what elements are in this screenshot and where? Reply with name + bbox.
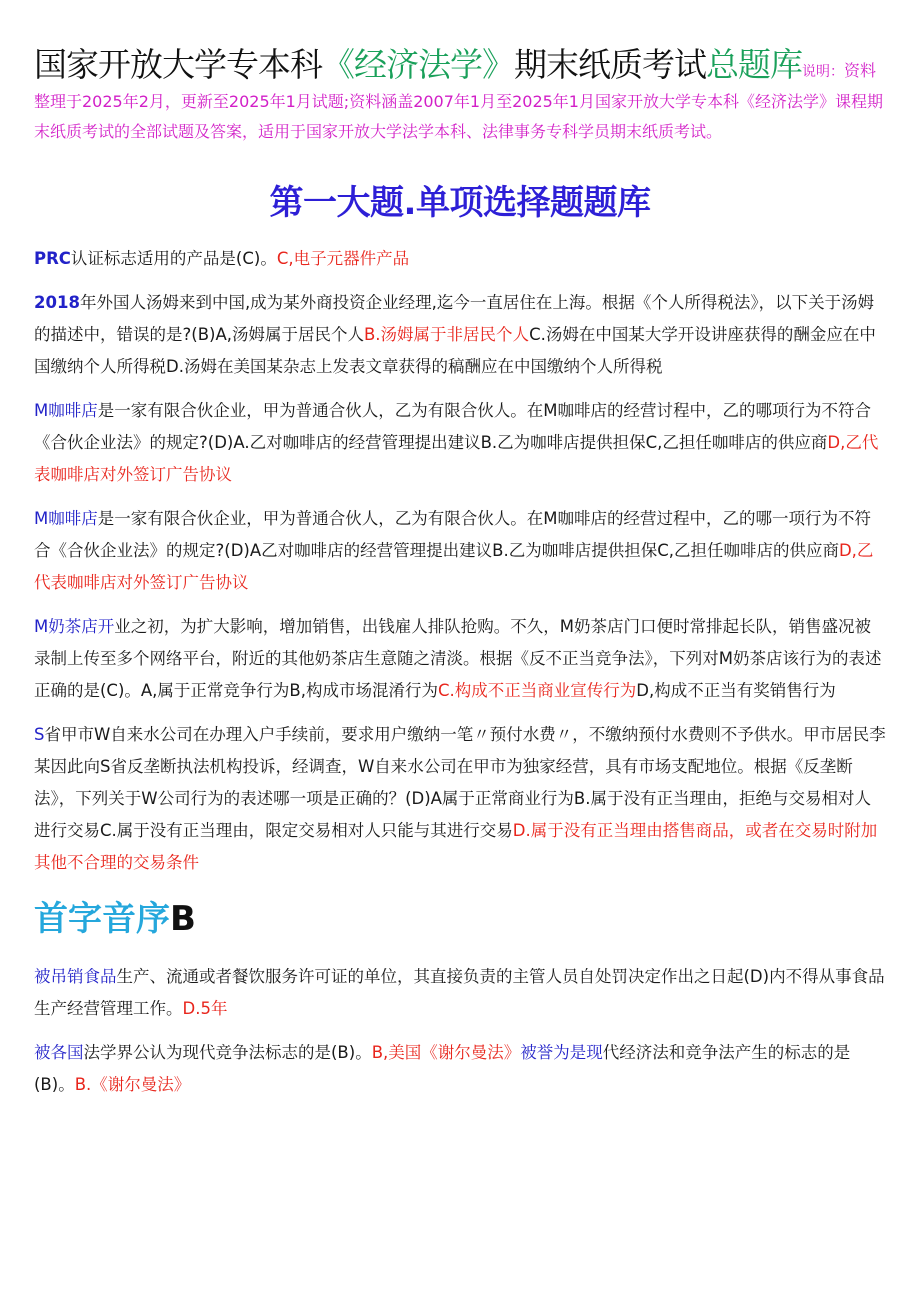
note-text: 资料整理于2025年2月，更新至2025年1月试题;资料涵盖2007年1月至2025年1月国家开放大学专本科《经济法学》课程期末纸质考试的全部试题及答案，适用于国家开放大学法学本科、法律事务专科学员期末纸质考试。 bbox=[34, 61, 883, 141]
question-answer: D,乙代表咖啡店对外签订广告协议 bbox=[34, 541, 874, 592]
question-body: 生产、流通或者餐饮服务许可证的单位，其直接负责的主管人员自处罚决定作出之日起(D)内不得从事食品生产经营管理工作。 bbox=[34, 967, 885, 1018]
question-answer: C.构成不正当商业宣传行为 bbox=[438, 681, 637, 700]
question-item bbox=[34, 243, 886, 275]
note-label: 说明： bbox=[802, 64, 844, 80]
question-item bbox=[34, 611, 886, 707]
question-answer: B.汤姆属于非居民个人 bbox=[363, 325, 530, 344]
question-body: 法学界公认为现代竞争法标志的是(B)。 bbox=[83, 1043, 372, 1062]
question-lead: M奶茶店开 bbox=[34, 617, 115, 636]
question-item bbox=[34, 1037, 886, 1101]
question-lead: PRC bbox=[34, 249, 71, 268]
title-part-3: 期末纸质考试 bbox=[514, 45, 706, 84]
index-letter-heading bbox=[34, 897, 886, 941]
index-heading-letter: B bbox=[170, 899, 196, 939]
question-lead-2: 被誉为是现 bbox=[520, 1043, 603, 1062]
question-item bbox=[34, 719, 886, 879]
question-item bbox=[34, 395, 886, 491]
question-lead: 被各国 bbox=[34, 1043, 84, 1062]
section-heading: 第一大题.单项选择题题库 bbox=[269, 183, 651, 223]
question-tail: D,构成不正当有奖销售行为 bbox=[636, 681, 836, 700]
question-body: 认证标志适用的产品是(C)。 bbox=[70, 249, 277, 268]
title-part-1: 国家开放大学专本科 bbox=[34, 45, 322, 84]
question-lead: 2018 bbox=[34, 293, 80, 312]
question-answer: C,电子元器件产品 bbox=[276, 249, 410, 268]
question-answer: D,乙代表咖啡店对外签订广告协议 bbox=[34, 433, 879, 484]
question-item bbox=[34, 287, 886, 383]
title-question-bank: 总题库 bbox=[706, 45, 802, 84]
question-item bbox=[34, 961, 886, 1025]
question-item bbox=[34, 503, 886, 599]
question-lead: M咖啡店 bbox=[34, 509, 98, 528]
question-answer: D.属于没有正当理由搭售商品，或者在交易时附加其他不合理的交易条件 bbox=[34, 821, 878, 872]
question-lead: M咖啡店 bbox=[34, 401, 98, 420]
question-body: 是一家有限合伙企业，甲为普通合伙人，乙为有限合伙人。在M咖啡店的经营过程中，乙的哪一项行为不符合《合伙企业法》的规定?(D)A乙对咖啡店的经营管理提出建议B.乙为咖啡店提供担保C,乙担任咖啡店的供应商 bbox=[34, 509, 871, 560]
question-lead: 被吊销食品 bbox=[34, 967, 117, 986]
question-lead: S bbox=[34, 725, 45, 744]
index-heading-text: 首字音序 bbox=[34, 899, 170, 939]
question-tail: C.汤姆在中国某大学开设讲座获得的酬金应在中国缴纳个人所得税D.汤姆在美国某杂志上发表文章获得的稿酬应在中国缴纳个人所得税 bbox=[34, 325, 876, 376]
question-answer-2: B.《谢尔曼法》 bbox=[74, 1075, 191, 1094]
question-body: 业之初，为扩大影响，增加销售，出钱雇人排队抢购。不久，M奶茶店门口便时常排起长队，销售盛况被录制上传至多个网络平台，附近的其他奶茶店生意随之清淡。根据《反不正当竞争法》，下列对M奶茶店该行为的表述正确的是(C)。A,属于正常竞争行为B,构成市场混淆行为 bbox=[34, 617, 882, 700]
question-body: 省甲市W自来水公司在办理入户手续前，要求用户缴纳一笔〃预付水费〃，不缴纳预付水费则不予供水。甲市居民李某因此向S省反垄断执法机构投诉，经调查，W自来水公司在甲市为独家经营，具有市场支配地位。根据《反垄断法》，下列关于W公司行为的表述哪一项是正确的？(D)A属于正常商业行为B.属于没有正当理由，拒绝与交易相对人进行交易C.属于没有正当理由，限定交易相对人只能与其进行交易 bbox=[34, 725, 886, 840]
title-course-name: 《经济法学》 bbox=[322, 45, 514, 84]
question-answer: D.5年 bbox=[182, 999, 228, 1018]
document-intro bbox=[34, 44, 886, 147]
question-answer: B,美国《谢尔曼法》 bbox=[371, 1043, 521, 1062]
question-body: 是一家有限合伙企业，甲为普通合伙人，乙为有限合伙人。在M咖啡店的经营讨程中，乙的哪项行为不符合《合伙企业法》的规定?(D)A.乙对咖啡店的经营管理提出建议B.乙为咖啡店提供担保C,乙担任咖啡店的供应商 bbox=[34, 401, 871, 452]
question-body: 年外国人汤姆来到中国,成为某外商投资企业经理,迄今一直居住在上海。根据《个人所得税法》，以下关于汤姆的描述中，错误的是?(B)A,汤姆属于居民个人 bbox=[34, 293, 875, 344]
question-tail: 代经济法和竞争法产生的标志的是(B)。 bbox=[34, 1043, 851, 1094]
